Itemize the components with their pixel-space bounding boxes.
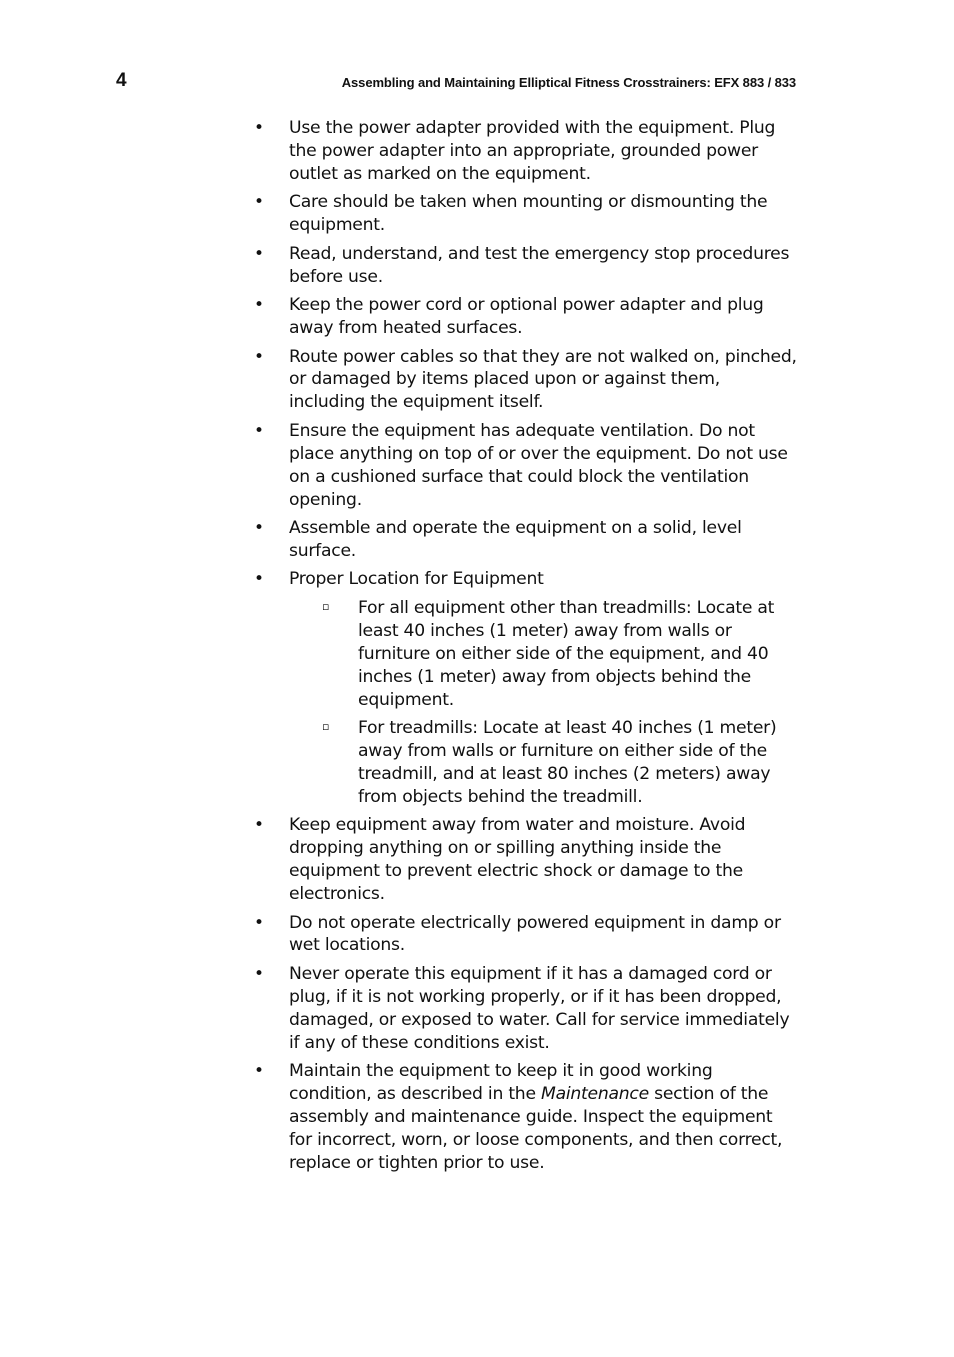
list-item-proper-location	[254, 568, 799, 808]
bullet-icon: •	[254, 569, 264, 590]
sub-list-item	[322, 717, 799, 809]
bullet-icon: •	[254, 346, 264, 367]
list-item	[254, 1060, 799, 1175]
list-item-text: Use the power adapter provided with the equipment. Plug the power adapter into an appropriate, grounded power outlet as marked on the equipment.	[289, 118, 776, 184]
page-number: 4	[116, 70, 127, 91]
list-item-text: Do not operate electrically powered equipment in damp or wet locations.	[289, 912, 781, 956]
square-bullet-icon: ▫	[322, 720, 330, 734]
bullet-icon: •	[254, 243, 264, 264]
bullet-icon: •	[254, 118, 264, 138]
list-item	[254, 346, 799, 415]
bullet-icon: •	[254, 295, 264, 316]
sub-list-item-text: For all equipment other than treadmills: Locate at least 40 inches (1 meter) away from walls or furniture on either side of the equipment, and 40 inches (1 meter) away from objects behind the equipment.	[358, 597, 775, 710]
list-item-text: Keep the power cord or optional power adapter and plug away from heated surfaces.	[289, 295, 764, 339]
safety-instructions-list	[254, 117, 799, 1180]
list-item-text-after: section of the assembly and maintenance guide. Inspect the equipment for incorrect, worn, or loose components, and then correct, replace or tighten prior to use.	[289, 1084, 783, 1173]
list-item	[254, 420, 799, 512]
bullet-icon: •	[254, 420, 264, 441]
location-sub-list	[322, 597, 799, 809]
bullet-icon: •	[254, 963, 264, 984]
list-item	[254, 814, 799, 906]
sub-list-item-text: For treadmills: Locate at least 40 inches (1 meter) away from walls or furniture on either side of the treadmill, and at least 80 inches (2 meters) away from objects behind the treadmill.	[358, 718, 777, 807]
list-item-text: Never operate this equipment if it has a damaged cord or plug, if it is not working properly, or if it has been dropped, damaged, or exposed to water. Call for service immediately if any of these conditions exist.	[289, 963, 790, 1053]
bullet-icon: •	[254, 518, 264, 539]
list-item-text: Keep equipment away from water and moisture. Avoid dropping anything on or spilling anything inside the equipment to prevent electric shock or damage to the electronics.	[289, 815, 746, 905]
list-item-text-before: Maintain the equipment to keep it in good working condition, as described in the	[289, 1061, 713, 1105]
list-item-text: Proper Location for Equipment	[289, 569, 544, 590]
list-item	[254, 191, 799, 237]
bullet-icon: •	[254, 912, 264, 933]
list-item-text: Assemble and operate the equipment on a solid, level surface.	[289, 518, 742, 561]
maintenance-section-reference: Maintenance	[540, 1084, 649, 1105]
list-item	[254, 117, 799, 186]
bullet-icon: •	[254, 815, 264, 836]
list-item-text: Ensure the equipment has adequate ventilation. Do not place anything on top of or over the equipment. Do not use on a cushioned surface that could block the ventilation opening.	[289, 420, 788, 510]
list-item-text: Read, understand, and test the emergency stop procedures before use.	[289, 243, 790, 287]
list-item	[254, 243, 799, 289]
sub-list-item	[322, 597, 799, 712]
list-item	[254, 963, 799, 1055]
list-item	[254, 294, 799, 340]
list-item-text: Care should be taken when mounting or dismounting the equipment.	[289, 192, 768, 236]
list-item-text: Route power cables so that they are not walked on, pinched, or damaged by items placed upon or against them, including the equipment itself.	[289, 346, 797, 413]
bullet-icon: •	[254, 1061, 264, 1082]
list-item	[254, 517, 799, 563]
bullet-icon: •	[254, 192, 264, 213]
running-header-title: Assembling and Maintaining Elliptical Fitness Crosstrainers: EFX 883 / 833	[341, 75, 796, 90]
list-item	[254, 912, 799, 958]
square-bullet-icon: ▫	[322, 599, 330, 613]
